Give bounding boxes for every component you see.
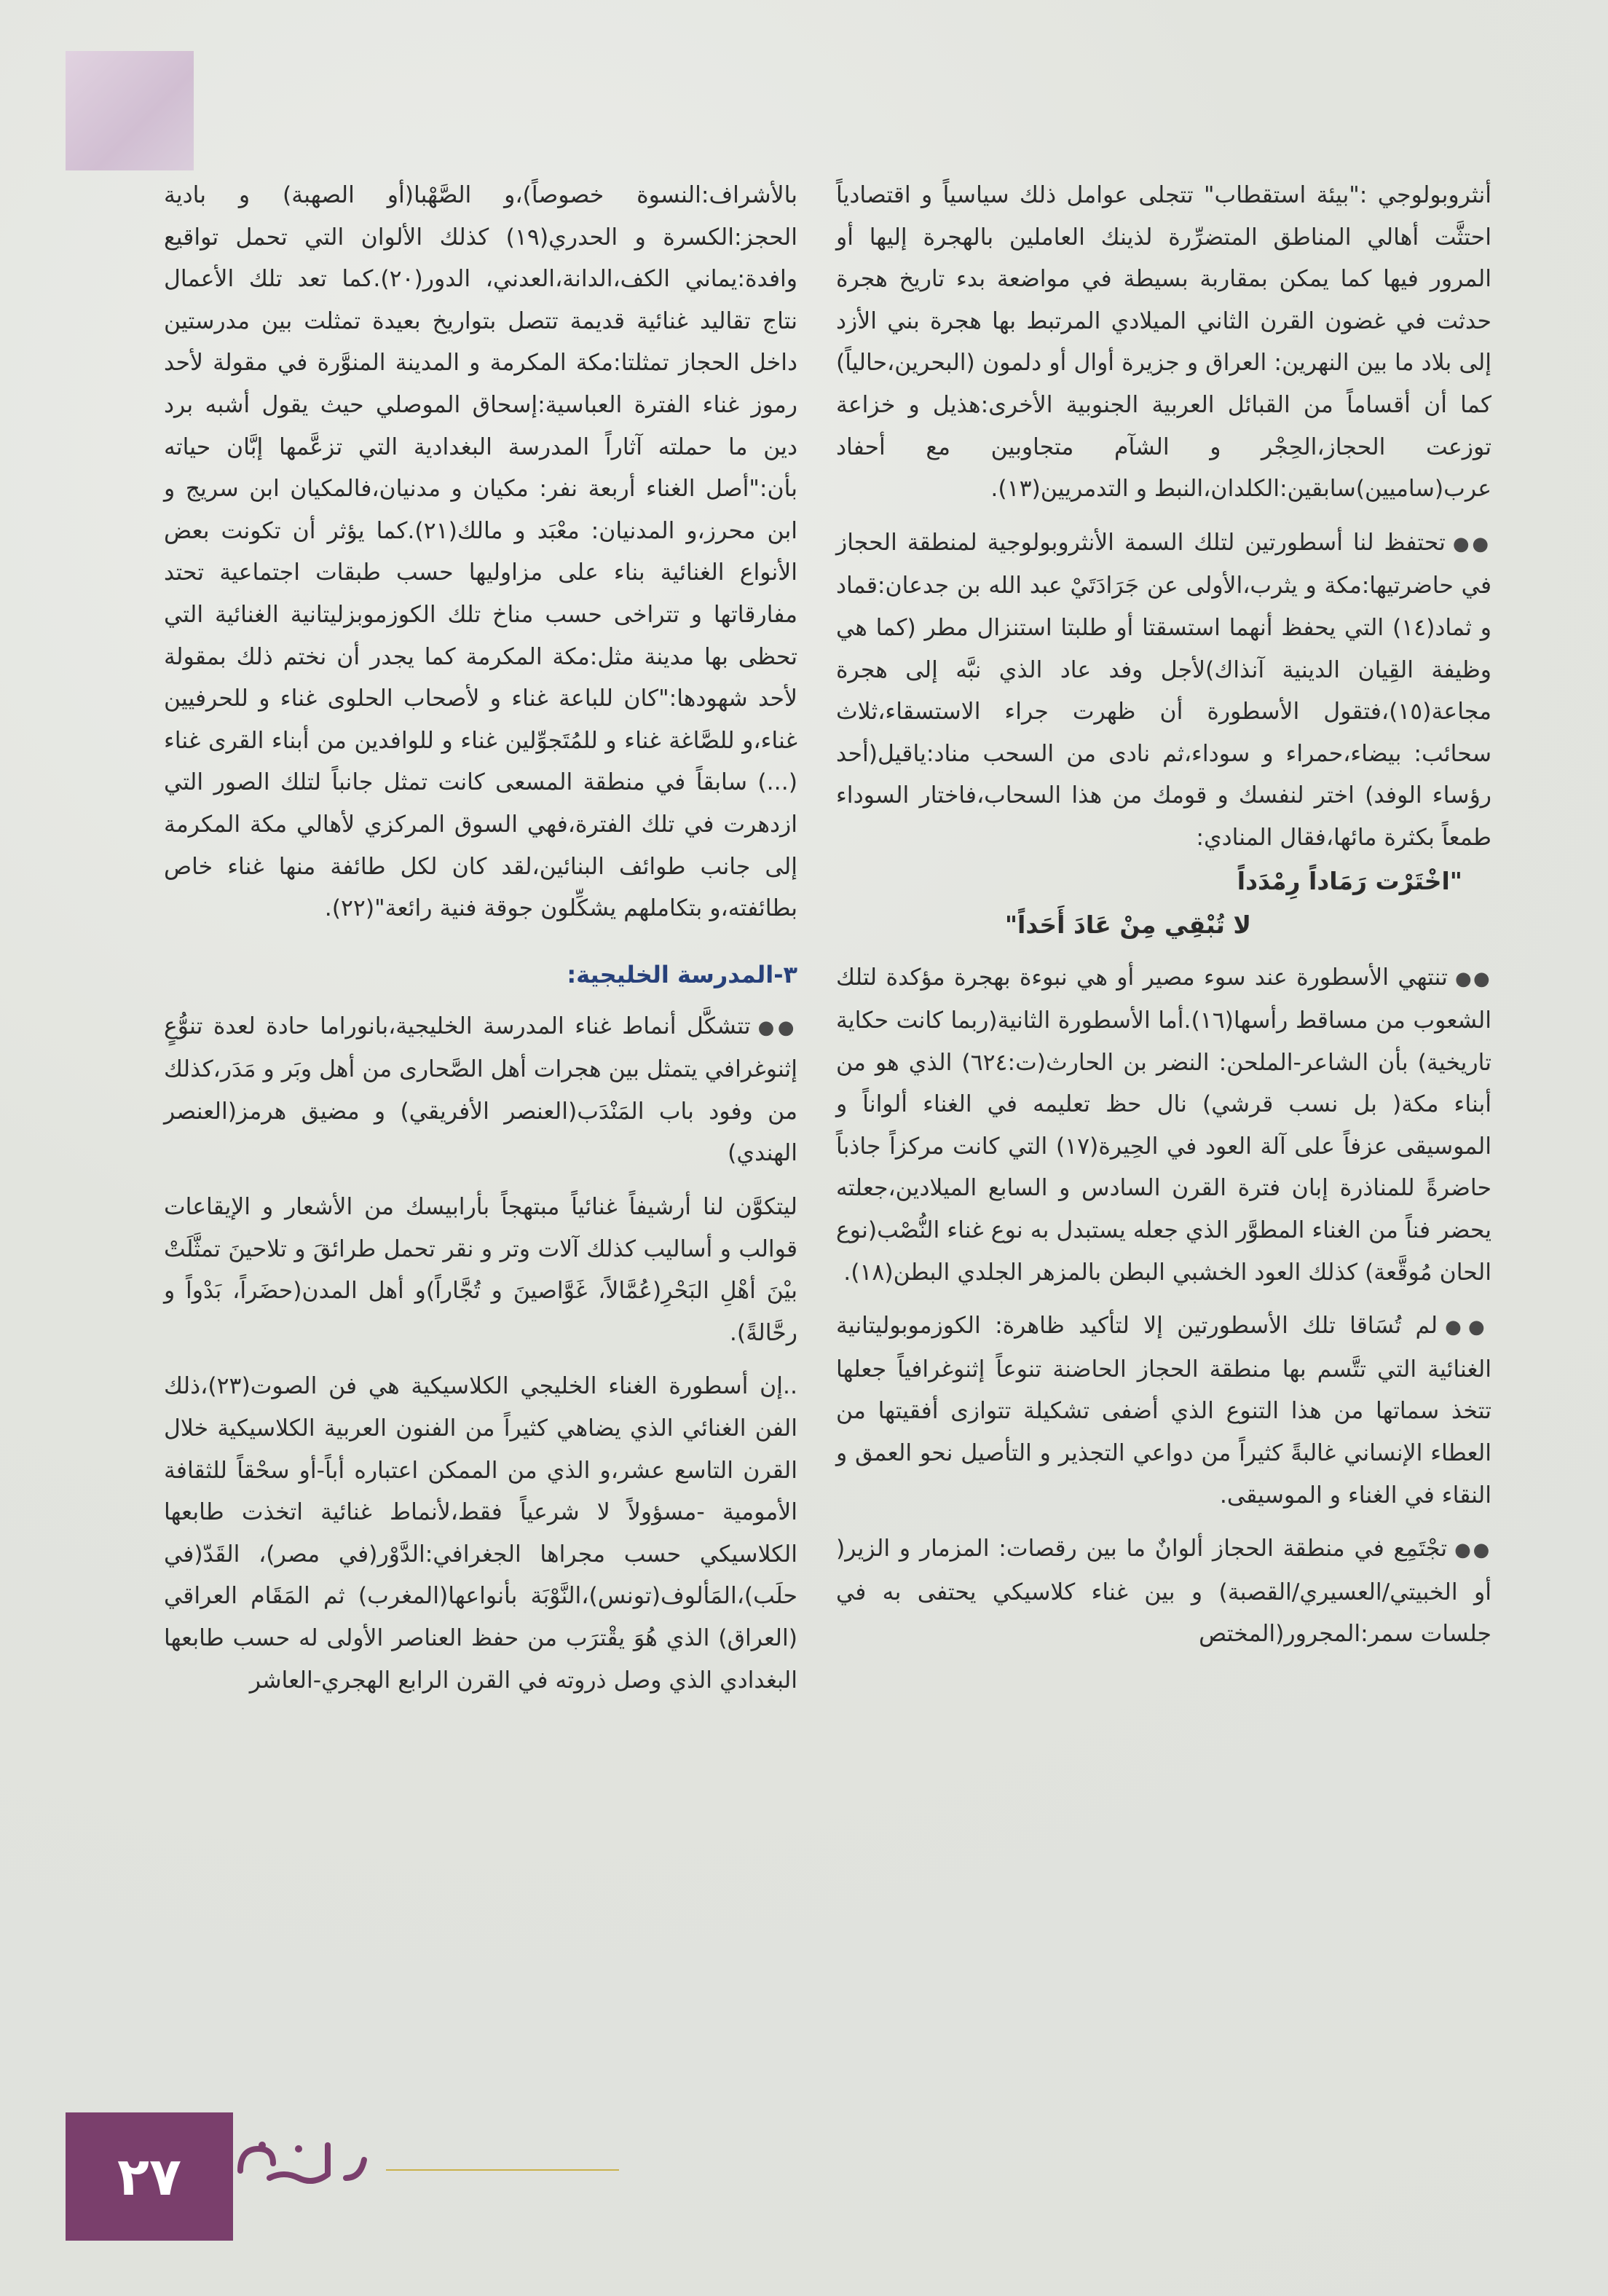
bullet-icon: ●● bbox=[1454, 1539, 1492, 1562]
paragraph: ●●تجْتَمِع في منطقة الحجاز ألوانٌ ما بين رقصات: المزمار و الزير( أو الخبيتي/العسيري/القصبة) و بين غناء كلاسيكي يحتفى به في جلسات سمر:المجرور(المختص bbox=[836, 1536, 1492, 1648]
paragraph: ليتكوَّن لنا أرشيفاً غنائياً مبتهجاً بأرابيسك من الأشعار و الإيقاعات قوالب و أساليب كذلك آلات وتر و نقر تحمل طرائقَ و تلاحينَ تمثَّلَتْ بيْنَ أهْلِ البَحْرِ(عُمَّالاً، غَوَّاصينَ و تُجَّاراً)و أهل المدن(حضَراً، بَدْواً و رحَّالةً). bbox=[164, 1194, 797, 1346]
poem-line: لا تُبْقِي مِنْ عَادَ أَحَداً" bbox=[1004, 910, 1251, 939]
poem-line: "اخْتَرْت رَمَاداً رِمْدَداً bbox=[1237, 866, 1462, 895]
bullet-icon: ●● bbox=[1452, 532, 1491, 555]
paragraph: ●●تتشكَّل أنماط غناء المدرسة الخليجية،بانوراما حادة لعدة تنوُّعٍ إثنوغرافي يتمثل بين هجرات أهل الصَّحارى من أهل وبَر و مَدَر،كذلك من وفود باب المَنْدَب(العنصر الأفريقي) و مضيق هرمز(العنصر الهندي) bbox=[164, 1013, 797, 1167]
paragraph: ..إن أسطورة الغناء الخليجي الكلاسيكية هي فن الصوت(٢٣)،ذلك الفن الغنائي الذي يضاهي كثيراً من الفنون العربية الكلاسيكية خلال القرن التاسع عشر،و الذي من الممكن اعتباره أباً-أو سحْقاً للثقافة الأمومية -مسؤولاً لا شرعياً فقط،لأنماط غنائية اتخذت طابعها الكلاسيكي حسب مجراها الجغرافي:الدَّوْر(في مصر)، القَدّ(في حلَب)،المَألوف(تونس)،النَّوْبَة بأنواعها(المغرب) ثم المَقَام العراقي (العراق) الذي هُوَ يقْترَب من حفظ العناصر الأولى له حسب طابعها البغدادي الذي وصل ذروته في القرن الرابع الهجري-العاشر bbox=[164, 1373, 797, 1694]
magazine-logo bbox=[218, 2127, 379, 2207]
left-text-column bbox=[164, 175, 797, 1713]
right-text-column bbox=[836, 175, 1491, 1667]
page-number-badge bbox=[66, 2112, 233, 2241]
paragraph: أنثروبولوجي :"بيئة استقطاب" تتجلى عوامل ذلك سياسياً و اقتصادياً احتثَّت أهالي المناطق المتضرِّرة لذينك العاملين بالهجرة إليها أو المرور فيها كما يمكن بمقاربة بسيطة في مواضعة بدء تاريخ هجرة حدثت في غضون القرن الثاني الميلادي المرتبط بها هجرة بني الأزد إلى بلاد ما بين النهرين: العراق و جزيرة أوال أو دلمون (البحرين،حالياً) كما أن أقساماً من القبائل العربية الجنوبية الأخرى:هذيل و خزاعة توزعت الحجاز،الحِجْر و الشآم متجاوبين مع أحفاد عرب(ساميين)سابقين:الكلدان،النبط و التدمريين(١٣). bbox=[836, 182, 1491, 503]
page-number: ٢٧ bbox=[117, 2146, 181, 2207]
bullet-icon: ●● bbox=[757, 1016, 797, 1039]
footer-rule bbox=[386, 2169, 619, 2171]
bullet-icon: ●● bbox=[1445, 1316, 1492, 1339]
poem-verse bbox=[836, 860, 1491, 947]
section-heading: ٣-المدرسة الخليجية: bbox=[567, 960, 797, 988]
paragraph: بالأشراف:النسوة خصوصاً)،و الصَّهْبا(أو الصهبة) و بادية الحجز:الكسرة و الحدري(١٩) كذلك الألوان التي تحمل تواقيع وافدة:يماني الكف،الدانة،العدني، الدور(٢٠).كما تعد تلك الأعمال نتاج تقاليد غنائية قديمة تتصل بتواريخ بعيدة تمثلت بين مدرستين داخل الحجاز تمثلتا:مكة المكرمة و المدينة المنوَّرة في مقولة لأحد رموز غناء الفترة العباسية:إسحاق الموصلي حيث يقول أشبه برد دين ما حملته آثاراً المدرسة البغدادية التي تزعَّمها إبَّان حياته بأن:"أصل الغناء أربعة نفر: مكيان و مدنيان،فالمكيان ابن سريج و ابن محرز،و المدنيان: معْبَد و مالك(٢١).كما يؤثر أن تكونت بعض الأنواع الغنائية بناء على مزاوليها حسب طبقات اجتماعية تحتد مفارقاتها و تتراخى حسب مناخ تلك الكوزموبزليتانية الغنائية التي تحظى بها مدينة مثل:مكة المكرمة كما يجدر أن نختم ذلك بمقولة لأحد شهودها:"كان للباعة غناء و لأصحاب الحلوى غناء و للحرفيين غناء،و للصَّاغة غناء و للمُتَجوِّلين غناء و للوافدين من أبناء القرى غناء (...) سابقاً في منطقة المسعى كانت تمثل جانباً لتلك الصور التي ازدهرت في تلك الفترة،فهي السوق المركزي لأهالي مكة المكرمة إلى جانب طوائف البنائين،لقد كان لكل طائفة منها غناء خاص بطائفته،و بتكاملهم يشكِّلون جوقة فنية رائعة"(٢٢). bbox=[164, 182, 798, 922]
paragraph: ●●تحتفظ لنا أسطورتين لتلك السمة الأنثروبولوجية لمنطقة الحجاز في حاضرتيها:مكة و يثرب،الأولى عن جَرَادَتَيْ عبد الله بن جدعان:قماد و ثماد(١٤) التي يحفظ أنهما استسقتا أو طلبتا استنزال مطر (كما هي وظيفة القِيان الدينية آنذاك)لأجل وفد عاد الذي نبَّه إلى هجرة مجاعة(١٥)،فتقول الأسطورة أن ظهرت جراء الاستسقاء،ثلاث سحائب: بيضاء،حمراء و سوداء،ثم نادى من السحب مناد:ياقيل(أحد رؤساء الوفد) اختر لنفسك و قومك من هذا السحاب،فاختار السوداء طمعاً بكثرة مائها،فقال المنادي: bbox=[836, 529, 1491, 851]
paragraph: ●●تنتهي الأسطورة عند سوء مصير أو هي نبوءة بهجرة مؤكدة لتلك الشعوب من مساقط رأسها(١٦).أما الأسطورة الثانية(ربما كانت حكاية تاريخية) بأن الشاعر-الملحن: النضر بن الحارث(ت:٦٢٤) الذي هو من أبناء مكة( بل نسب قرشي) نال حظ تعليمه في الغناء ألواناً و الموسيقى عزفاً على آلة العود في الحِيرة(١٧) التي كانت مركزاً جاذباً حاضرةً للمناذرة إبان فترة القرن السادس و السابع الميلادين،جعلته يحضر فناً من الغناء المطوَّر الذي جعله يستبدل به نوع غناء النُّصْب(نوع الحان مُوقَّعة) كذلك العود الخشبي البطن بالمزهر الجلدي البطن(١٨). bbox=[836, 964, 1492, 1286]
bullet-icon: ●● bbox=[1454, 967, 1492, 990]
paragraph: ●●لم تُسَاقا تلك الأسطورتين إلا لتأكيد ظاهرة: الكوزموبوليتانية الغنائية التي تتَّسم بها منطقة الحجاز الحاضنة تنوعاً إثنوغرافياً جعلها تتخذ سماتها من هذا التنوع الذي أضفى تشكيلة تتوازى أفقيتها من العطاء الإنساني غالبةً كثيراً من دواعي التجذير و التأصيل نحو العمق و النقاء في الغناء و الموسيقى. bbox=[836, 1313, 1492, 1509]
decorative-corner-square bbox=[66, 51, 194, 170]
